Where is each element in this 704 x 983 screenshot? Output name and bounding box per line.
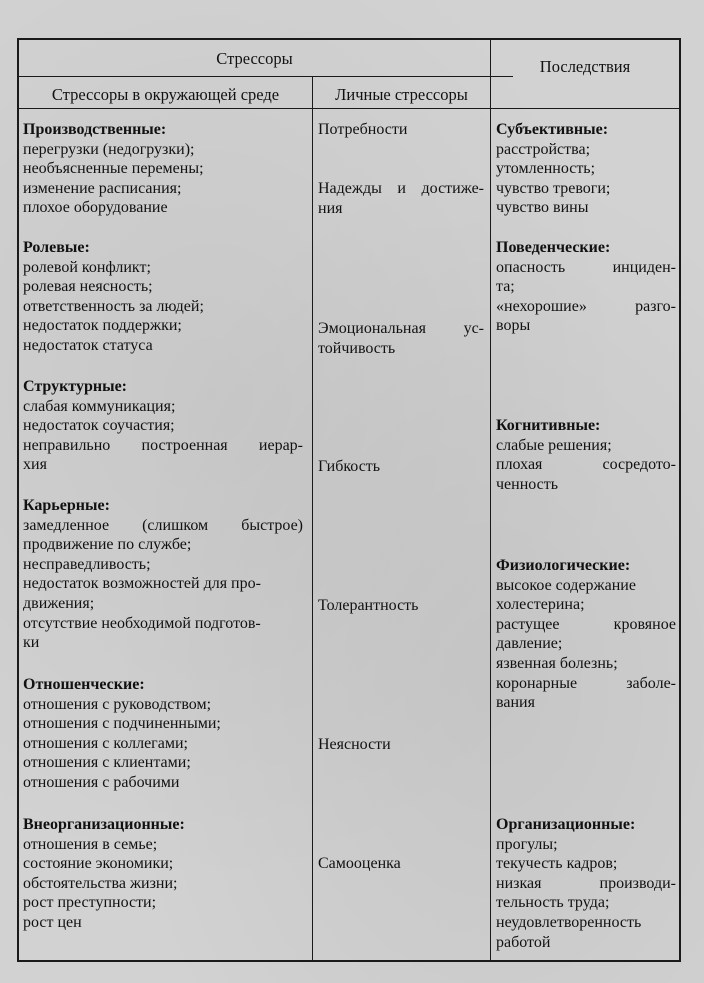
col-divider-1 [312, 76, 313, 960]
list-item: недостаток возможностей для про- [23, 575, 261, 593]
list-item: Толерантность [318, 597, 419, 614]
list-item: чувство вины [496, 199, 589, 217]
group-title: Отношенческие: [23, 676, 145, 693]
group-title: Производственные: [23, 121, 167, 138]
cons-group-behavioral [496, 238, 676, 336]
list-item: неправильно построенная иерар- [23, 436, 303, 454]
list-item: Надежды и достиже- [318, 180, 484, 197]
env-group-structural [23, 377, 303, 475]
list-item: Гибкость [318, 458, 381, 475]
group-title: Субъективные: [496, 121, 609, 138]
list-item: отношения с рабочими [23, 773, 180, 791]
list-item: низкая производи- [496, 874, 676, 892]
list-item: работой [496, 933, 551, 951]
list-item: плохое оборудование [23, 199, 168, 217]
list-item: отношения в семье; [23, 835, 158, 853]
list-item: холестерина; [496, 596, 585, 614]
list-item: воры [496, 317, 531, 335]
col-divider-2 [490, 40, 491, 960]
list-item: чувство тревоги; [496, 179, 611, 197]
list-item: ролевой конфликт; [23, 258, 151, 276]
list-item: Неясности [318, 736, 391, 753]
stress-table [17, 38, 681, 962]
list-item: отношения с подчиненными; [23, 715, 221, 733]
list-item: состояние экономики; [23, 855, 174, 873]
list-item: несправедливость; [23, 555, 151, 573]
list-item: ролевая неясность; [23, 278, 153, 296]
env-group-career [23, 496, 303, 653]
list-item: ченность [496, 475, 559, 493]
list-item: Эмоциональная ус- [318, 320, 484, 337]
env-stressors-column [23, 40, 303, 960]
list-item: прогулы; [496, 835, 558, 853]
list-item: замедленное (слишком быстрое) [23, 516, 303, 534]
list-item: ния [318, 199, 343, 217]
list-item: давление; [496, 635, 563, 653]
header-consequences: Последствия [539, 57, 631, 76]
list-item: рост цен [23, 913, 82, 931]
consequences-column [496, 40, 676, 960]
list-item: опасность инциден- [496, 258, 676, 276]
cons-group-subjective [496, 120, 676, 218]
list-item: движения; [23, 594, 95, 612]
list-item: Потребности [318, 121, 408, 138]
list-item: «нехорошие» разго- [496, 297, 676, 315]
list-item: плохая сосредото- [496, 456, 676, 474]
personal-item-flexibility [318, 457, 484, 477]
list-item: та; [496, 278, 515, 296]
list-item: растущее кровяное [496, 615, 676, 633]
group-title: Когнитивные: [496, 417, 601, 434]
env-group-relations [23, 675, 303, 793]
list-item: ответственность за людей; [23, 297, 204, 315]
personal-item-ambiguity [318, 735, 484, 755]
personal-item-tolerance [318, 596, 484, 616]
env-group-role [23, 238, 303, 356]
env-group-external [23, 815, 303, 933]
list-item: слабые решения; [496, 436, 612, 454]
personal-item-needs [318, 120, 484, 140]
list-item: недостаток статуса [23, 336, 153, 354]
list-item: перегрузки (недогрузки); [23, 140, 195, 158]
list-item: высокое содержание [496, 576, 636, 594]
list-item: отношения с клиентами; [23, 754, 191, 772]
group-title: Ролевые: [23, 239, 90, 256]
list-item: отношения с коллегами; [23, 734, 188, 752]
cons-group-physiological [496, 556, 676, 713]
cons-group-organizational [496, 815, 676, 952]
list-item: текучесть кадров; [496, 855, 618, 873]
group-title: Организационные: [496, 816, 636, 833]
list-item: изменение расписания; [23, 179, 182, 197]
list-item: неудовлетворенность [496, 913, 642, 931]
list-item: хия [23, 456, 47, 474]
group-title: Поведенческие: [496, 239, 611, 256]
list-item: отсутствие необходимой подготов- [23, 614, 261, 632]
personal-item-self-esteem [318, 854, 484, 874]
group-title: Структурные: [23, 378, 127, 395]
list-item: вания [496, 694, 535, 712]
personal-stressors-column [318, 40, 484, 960]
list-item: недостаток поддержки; [23, 317, 182, 335]
list-item: продвижение по службе; [23, 536, 192, 554]
header-stressors: Стрессоры [216, 49, 293, 68]
group-title: Карьерные: [23, 497, 110, 514]
list-item: слабая коммуникация; [23, 397, 176, 415]
group-title: Физиологические: [496, 557, 631, 574]
list-item: язвенная болезнь; [496, 654, 618, 672]
list-item: ки [23, 634, 40, 652]
personal-item-emotional-stability [318, 319, 484, 358]
list-item: недостаток соучастия; [23, 417, 175, 435]
list-item: Самооценка [318, 855, 401, 872]
list-item: расстройства; [496, 140, 591, 158]
list-item: рост преступности; [23, 894, 157, 912]
env-group-production [23, 120, 303, 218]
list-item: тойчивость [318, 339, 396, 357]
list-item: коронарные заболе- [496, 674, 676, 692]
group-title: Внеорганизационные: [23, 816, 185, 833]
header-personal-stressors: Личные стрессоры [335, 85, 468, 104]
cons-group-cognitive [496, 416, 676, 494]
list-item: утомленность; [496, 160, 596, 178]
header-env-stressors: Стрессоры в окружающей среде [51, 85, 280, 104]
list-item: отношения с руководством; [23, 695, 212, 713]
list-item: необъясненные перемены; [23, 160, 204, 178]
list-item: обстоятельства жизни; [23, 874, 178, 892]
personal-item-hopes [318, 179, 484, 218]
list-item: тельность труда; [496, 894, 610, 912]
